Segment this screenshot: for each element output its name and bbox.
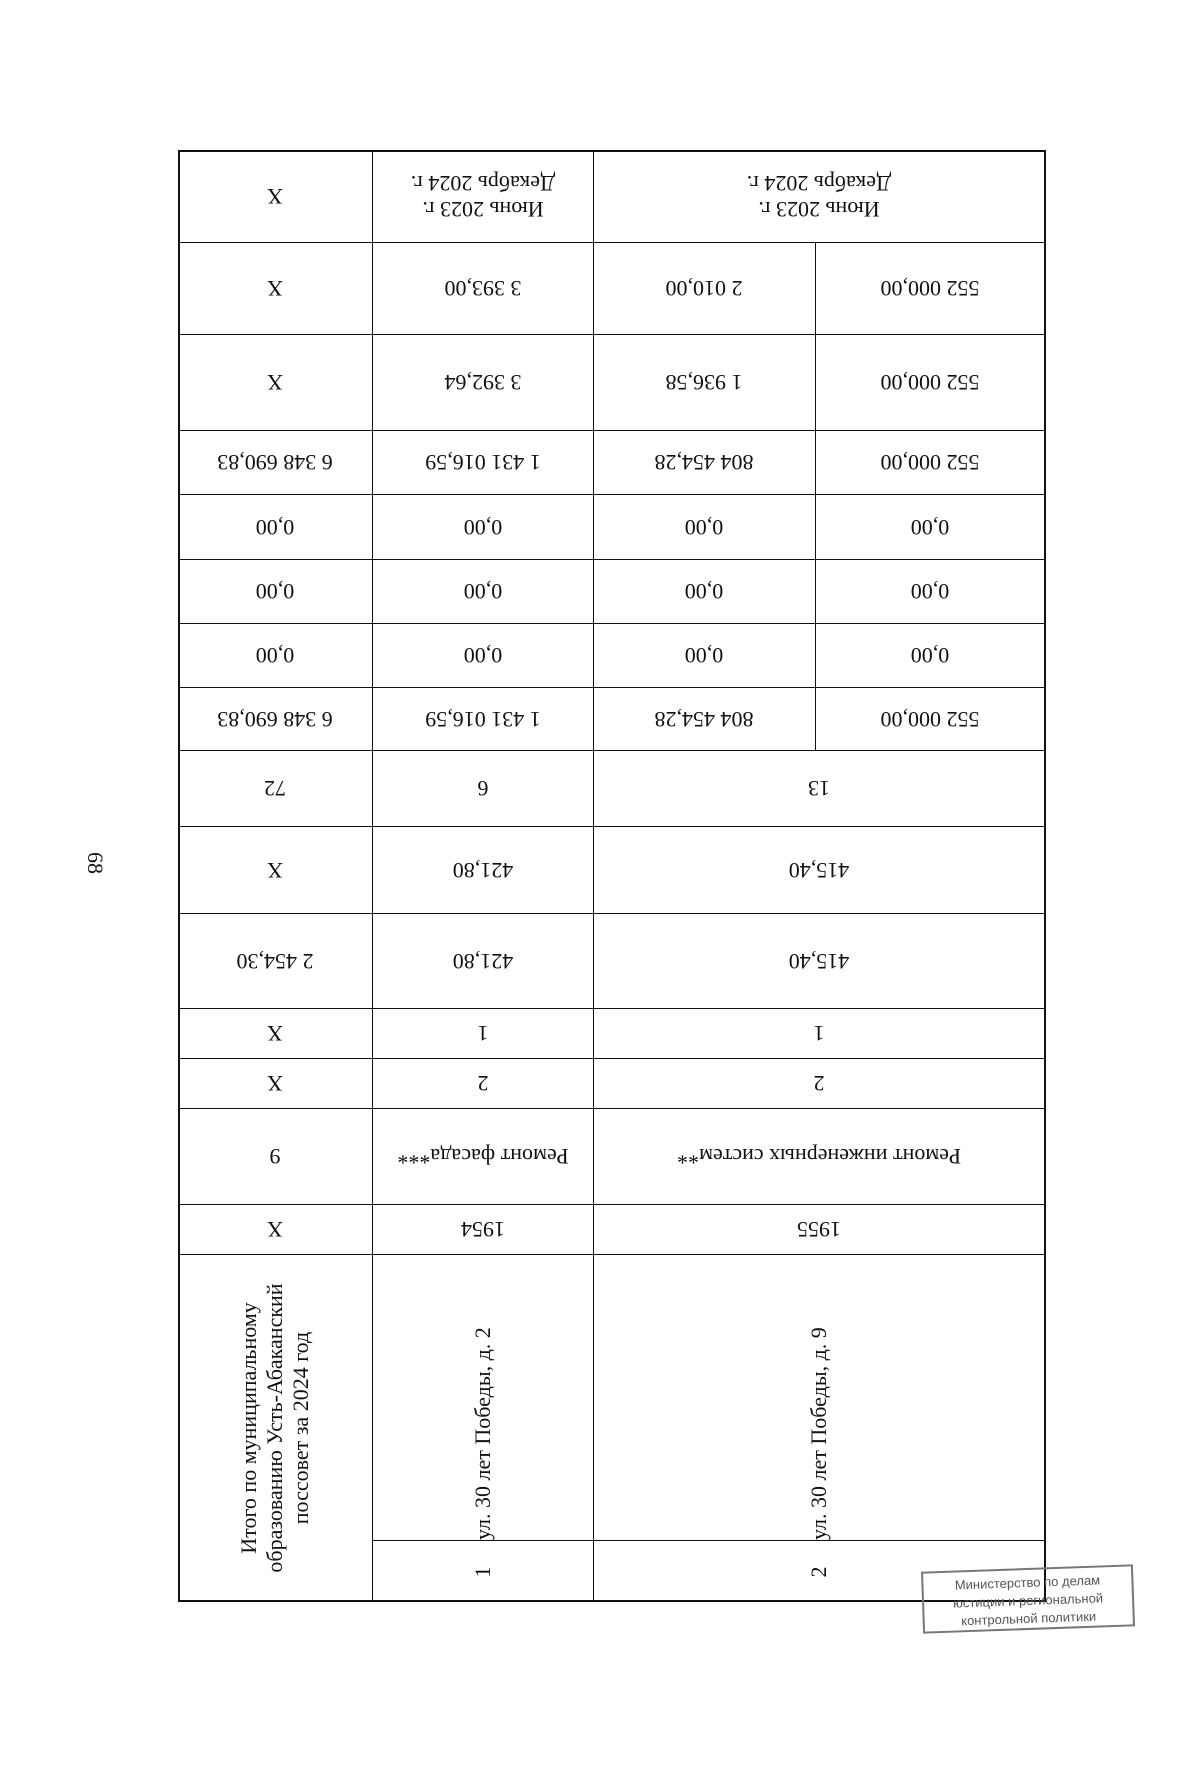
band-divider	[178, 826, 1046, 827]
band-divider	[178, 559, 1046, 560]
row1-cell: 0,00	[463, 643, 503, 668]
total-cell: Х	[267, 858, 283, 883]
row2-cell: Ремонт инженерных систем**	[677, 1144, 961, 1169]
row1-cell: Ремонт фасада***	[397, 1144, 569, 1169]
row2-cell-a: 1 936,58	[665, 370, 743, 395]
row2-cell-a: 0,00	[684, 643, 724, 668]
row2-cell-a: 804 454,28	[654, 450, 754, 475]
row1-cell: 0,00	[463, 579, 503, 604]
stamp-line: Министерство по делам	[954, 1572, 1101, 1593]
total-cell: Х	[267, 276, 283, 301]
band-divider	[178, 913, 1046, 914]
row1-number-cell: 1	[470, 1566, 495, 1578]
row1-cell: 3 392,64	[444, 370, 522, 395]
band-divider	[178, 242, 1046, 243]
band-divider	[178, 750, 1046, 751]
band-divider	[178, 430, 1046, 431]
row2-cell: 13	[808, 776, 830, 801]
row2-cell: 415,40	[788, 949, 850, 974]
row2-cell-a: 2 010,00	[665, 276, 743, 301]
total-label-cell: Итого по муниципальному образованию Усть-Абаканский поссовет за 2024 год	[236, 1283, 313, 1573]
row1-address-cell: ул. 30 лет Победы, д. 2	[470, 1327, 495, 1540]
row1-cell: 421,80	[452, 858, 514, 883]
row2-cell-b: 552 000,00	[880, 276, 980, 301]
row2-cell: 415,40	[788, 858, 850, 883]
total-cell: Х	[267, 1217, 283, 1242]
row2-cell-b: 552 000,00	[880, 707, 980, 732]
row1-period-cell: Июнь 2023 г. Декабрь 2024 г.	[410, 171, 556, 222]
band-divider	[178, 334, 1046, 335]
row2-cell-a: 0,00	[684, 515, 724, 540]
total-header-cell: Х	[267, 184, 283, 209]
total-cell: Х	[267, 370, 283, 395]
total-cell: 0,00	[255, 579, 295, 604]
row2-cell-a: 0,00	[684, 579, 724, 604]
row2-cell-b: 0,00	[910, 515, 950, 540]
row2-cell-b: 0,00	[910, 643, 950, 668]
total-cell: 0,00	[255, 515, 295, 540]
row1-cell: 1 431 016,59	[425, 450, 541, 475]
row1-cell: 1	[477, 1021, 489, 1046]
total-cell: 2 454,30	[236, 949, 314, 974]
band-divider	[178, 623, 1046, 624]
row1-cell: 6	[477, 776, 489, 801]
total-cell: 6 348 690,83	[217, 707, 333, 732]
band-divider	[178, 687, 1046, 688]
stamp-line: контрольной политики	[960, 1608, 1097, 1629]
row1-cell: 421,80	[452, 949, 514, 974]
row1-cell: 3 393,00	[444, 276, 522, 301]
row1-cell: 0,00	[463, 515, 503, 540]
total-cell: Х	[267, 1021, 283, 1046]
row2-number-cell: 2	[806, 1566, 831, 1578]
ministry-stamp	[921, 1564, 1135, 1633]
row2-cell-b: 552 000,00	[880, 450, 980, 475]
row2-address-cell: ул. 30 лет Победы, д. 9	[806, 1327, 831, 1540]
stamp-line: юстиции и региональной	[952, 1590, 1104, 1611]
row2-period-cell: Июнь 2023 г. Декабрь 2024 г.	[746, 171, 892, 222]
row2-cell: 1	[813, 1021, 825, 1046]
band-divider	[178, 494, 1046, 495]
row2-cell: 1955	[797, 1217, 841, 1242]
row1-cell: 1954	[461, 1217, 505, 1242]
total-cell: Х	[267, 1071, 283, 1096]
total-cell: 9	[269, 1144, 281, 1169]
row1-cell: 2	[477, 1071, 489, 1096]
row2-cell-b: 0,00	[910, 579, 950, 604]
page-number: 68	[83, 852, 108, 874]
total-cell: 72	[264, 776, 286, 801]
row2-cell-b: 552 000,00	[880, 370, 980, 395]
row2-cell-a: 804 454,28	[654, 707, 754, 732]
row1-cell: 1 431 016,59	[425, 707, 541, 732]
total-cell: 0,00	[255, 643, 295, 668]
row2-cell: 2	[813, 1071, 825, 1096]
total-cell: 6 348 690,83	[217, 450, 333, 475]
